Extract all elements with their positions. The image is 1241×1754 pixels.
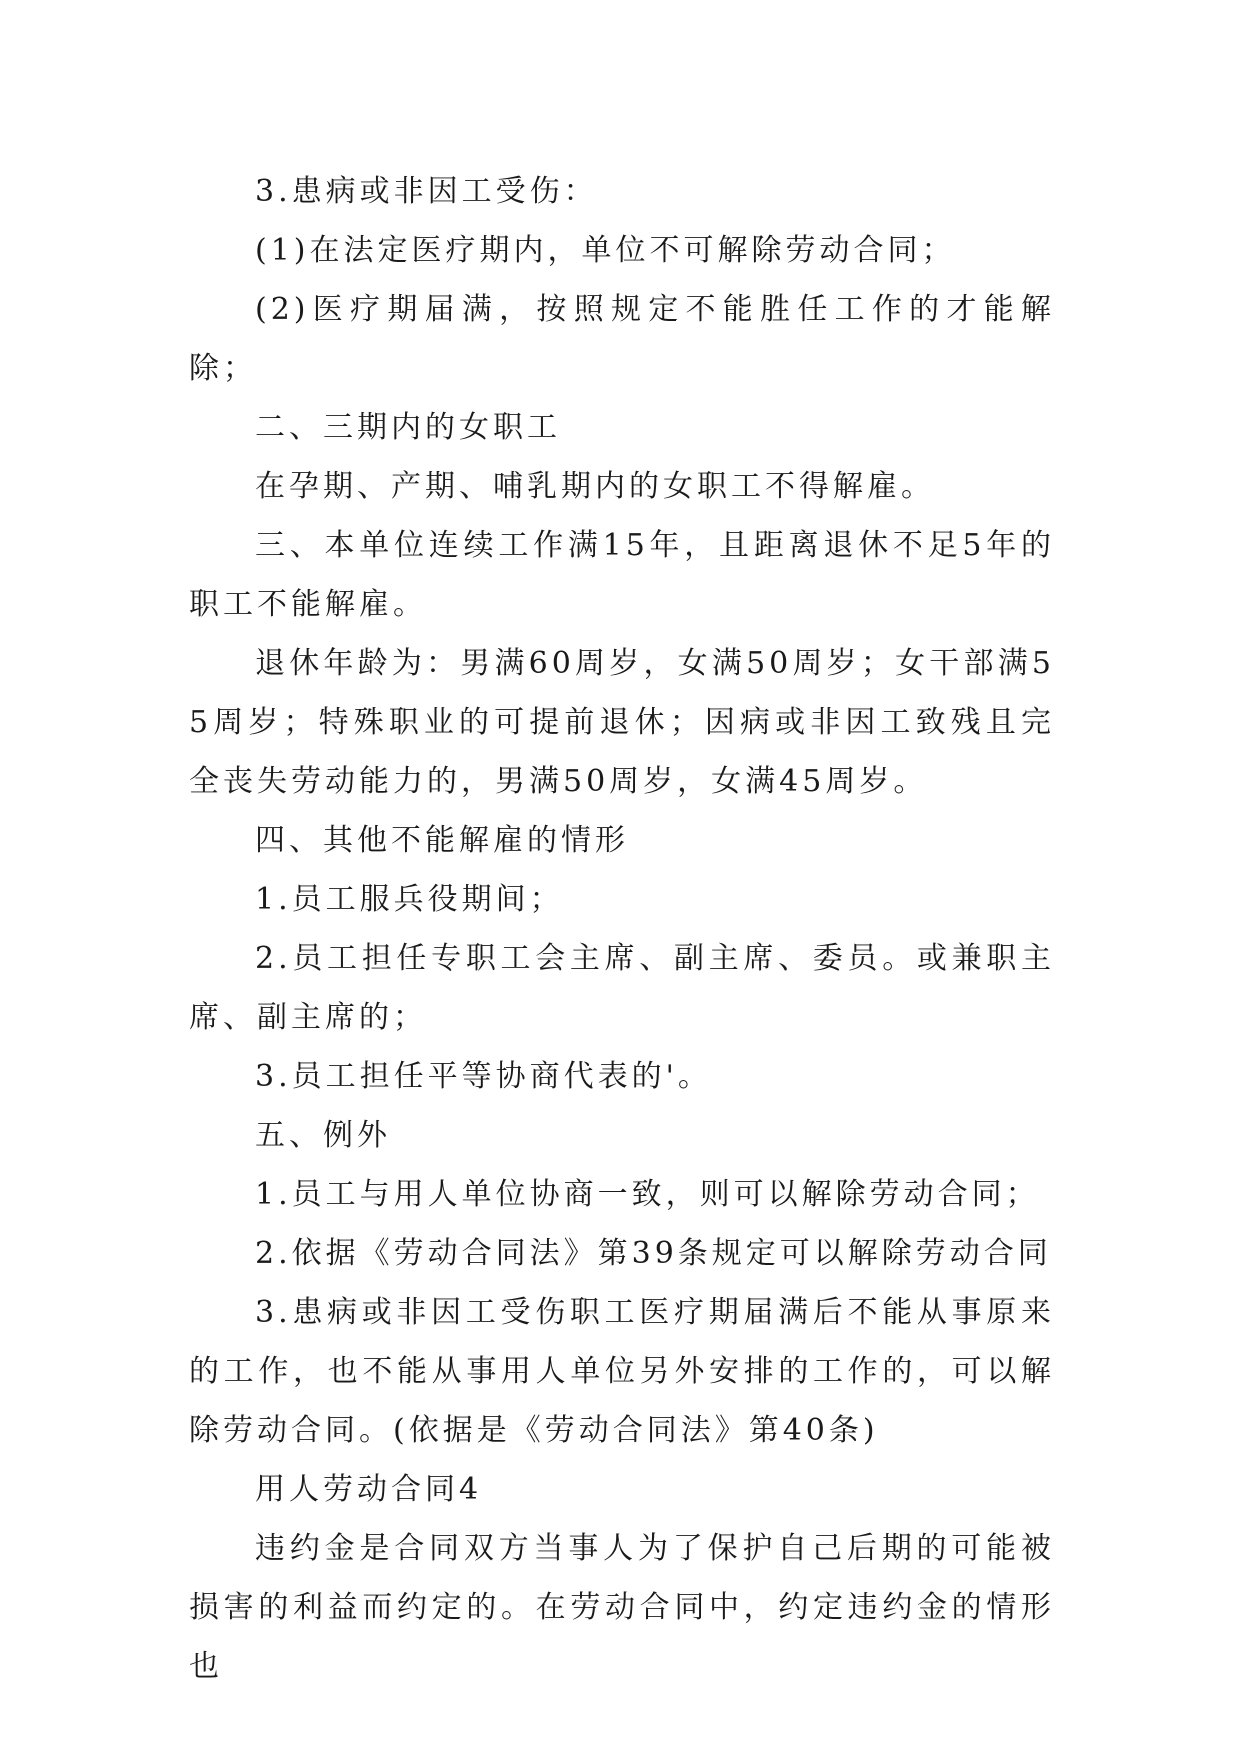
paragraph-penalty: 违约金是合同双方当事人为了保护自己后期的可能被损害的利益而约定的。在劳动合同中，约定违约金的情形也 [189, 1531, 1055, 1684]
document-page [189, 162, 1055, 1696]
section-heading-female-workers: 二、三期内的女职工 [255, 410, 561, 445]
paragraph-medical-period: (1)在法定医疗期内，单位不可解除劳动合同； [255, 233, 956, 268]
paragraph-retirement-age: 退休年龄为：男满60周岁，女满50周岁；女干部满55周岁；特殊职业的可提前退休；因病或非因工致残且完全丧失劳动能力的，男满50周岁，女满45周岁。 [189, 646, 1055, 799]
list-item-article-40: 3.患病或非因工受伤职工医疗期届满后不能从事原来的工作，也不能从事用人单位另外安排的工作的，可以解除劳动合同。(依据是《劳动合同法》第40条) [189, 1295, 1055, 1448]
list-item-military-service: 1.员工服兵役期间； [255, 882, 564, 917]
section-heading-other-cases: 四、其他不能解雇的情形 [255, 823, 629, 858]
paragraph-illness-heading: 3.患病或非因工受伤： [255, 174, 598, 209]
section-heading-long-service: 三、本单位连续工作满15年，且距离退休不足5年的职工不能解雇。 [189, 528, 1055, 622]
paragraph-female-workers: 在孕期、产期、哺乳期内的女职工不得解雇。 [255, 469, 935, 504]
list-item-negotiation-rep: 3.员工担任平等协商代表的'。 [255, 1059, 712, 1094]
list-item-article-39: 2.依据《劳动合同法》第39条规定可以解除劳动合同 [255, 1236, 1052, 1271]
list-item-union-officer: 2.员工担任专职工会主席、副主席、委员。或兼职主席、副主席的； [189, 941, 1055, 1035]
section-heading-exceptions: 五、例外 [255, 1118, 391, 1153]
section-heading-contract-4: 用人劳动合同4 [255, 1472, 483, 1507]
paragraph-medical-period-expired: (2)医疗期届满，按照规定不能胜任工作的才能解除； [189, 292, 1055, 386]
list-item-mutual-agreement: 1.员工与用人单位协商一致，则可以解除劳动合同； [255, 1177, 1040, 1212]
